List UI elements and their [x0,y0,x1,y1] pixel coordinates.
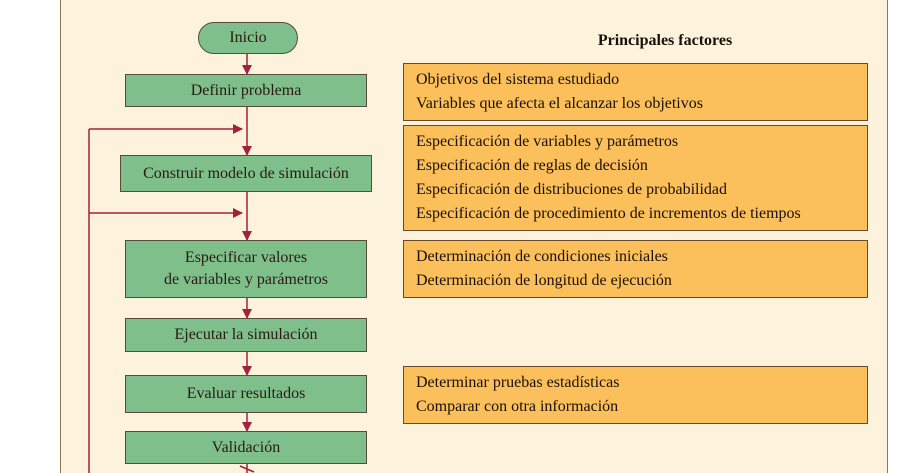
step-label-line-1: Especificar valores [184,249,308,266]
factors-heading: Principales factores [597,32,733,49]
step-ejecutar-simulacion [125,318,367,352]
factor-line: Especificación de distribuciones de probabilidad [416,181,728,198]
factor-line: Objetivos del sistema estudiado [416,71,620,88]
factor-line: Determinación de longitud de ejecución [416,272,672,289]
factor-box-definir [403,63,868,121]
factor-line: Comparar con otra información [416,398,619,415]
step-validacion [125,431,367,464]
step-label: Evaluar resultados [186,385,306,402]
step-label: Construir modelo de simulación [143,164,349,182]
factor-line: Especificación de procedimiento de incrementos de tiempos [416,205,801,222]
factor-line: Especificación de variables y parámetros [416,133,679,150]
factor-line: Variables que afecta el alcanzar los objetivos [416,95,703,112]
start-label: Inicio [229,29,267,46]
step-label-line-2: de variables y parámetros [164,271,328,288]
factor-box-evaluar [403,366,868,424]
step-label: Validación [211,438,281,456]
factor-box-especificar [403,240,868,298]
factor-line: Especificación de reglas de decisión [416,157,648,174]
factor-line: Determinar pruebas estadísticas [416,374,620,391]
factor-box-construir [403,125,868,231]
step-evaluar-resultados [125,375,367,413]
step-construir-modelo [120,155,372,192]
start-terminal [198,22,298,54]
step-definir-problema [125,74,367,107]
factor-line: Determinación de condiciones iniciales [416,248,668,265]
step-especificar-valores [125,240,367,298]
step-label: Definir problema [190,81,302,99]
step-label: Ejecutar la simulación [174,326,318,343]
